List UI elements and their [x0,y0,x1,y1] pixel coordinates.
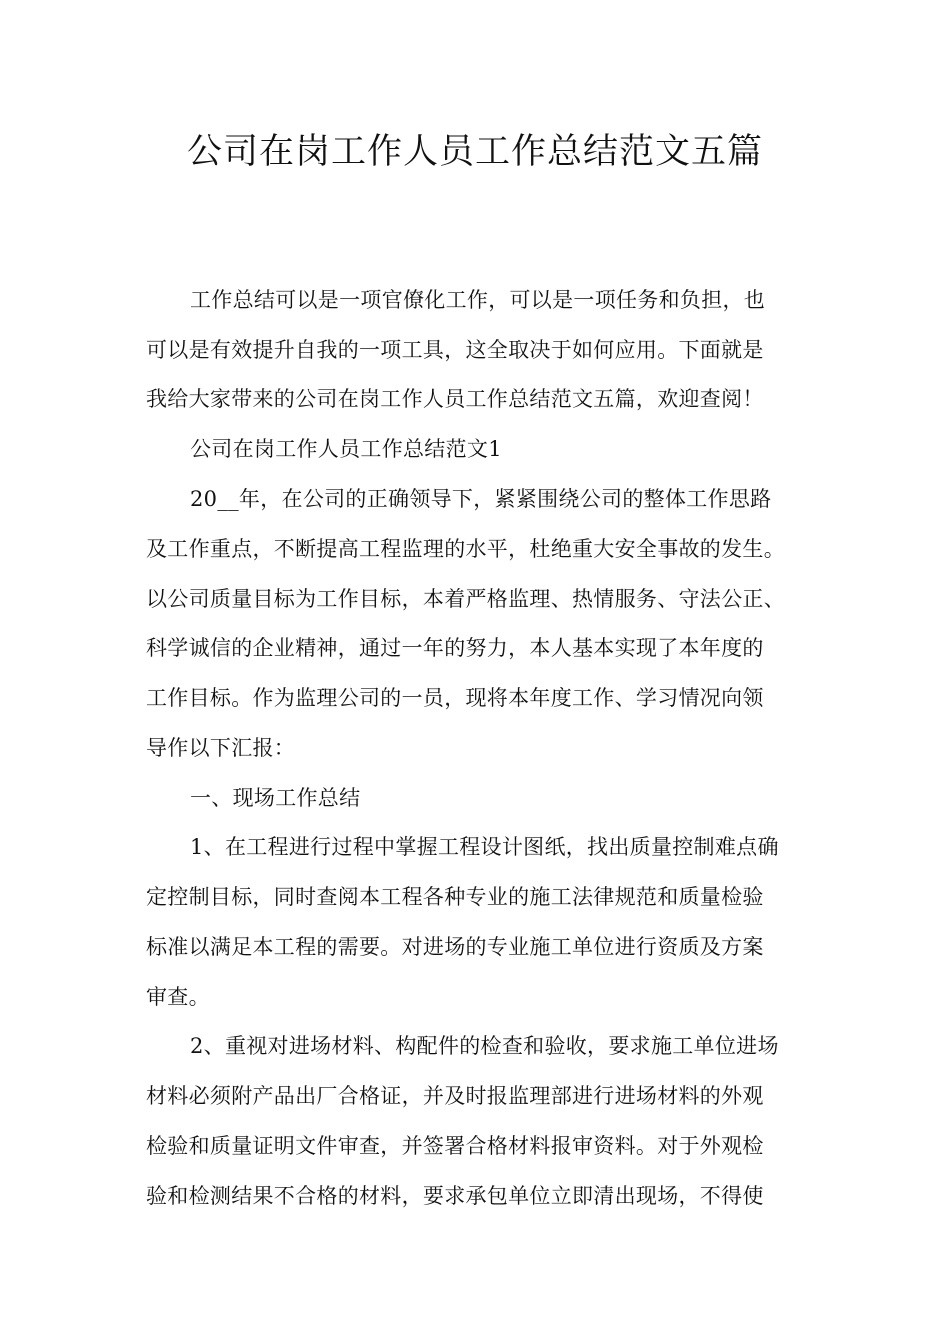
body-line: 20__年，在公司的正确领导下，紧紧围绕公司的整体工作思路 [190,487,772,511]
body-line: 科学诚信的企业精神，通过一年的努力，本人基本实现了本年度的 [146,636,764,660]
section-heading: 公司在岗工作人员工作总结范文1 [190,437,502,461]
body-line: 材料必须附产品出厂合格证，并及时报监理部进行进场材料的外观 [146,1084,764,1108]
body-line: 以公司质量目标为工作目标，本着严格监理、热情服务、守法公正、 [146,587,785,611]
body-line: 工作总结可以是一项官僚化工作，可以是一项任务和负担，也 [190,288,766,312]
body-line: 导作以下汇报： [146,736,296,760]
body-line: 我给大家带来的公司在岗工作人员工作总结范文五篇，欢迎查阅！ [146,387,764,411]
section-heading: 一、现场工作总结 [190,786,361,810]
body-line: 工作目标。作为监理公司的一员，现将本年度工作、学习情况向领 [146,686,764,710]
body-line: 2、重视对进场材料、构配件的检查和验收，要求施工单位进场 [190,1034,779,1058]
body-line: 及工作重点，不断提高工程监理的水平，杜绝重大安全事故的发生。 [146,537,785,561]
body-line: 验和检测结果不合格的材料，要求承包单位立即清出现场，不得使 [146,1184,764,1208]
document-title: 公司在岗工作人员工作总结范文五篇 [186,132,763,172]
body-line: 检验和质量证明文件审查，并签署合格材料报审资料。对于外观检 [146,1134,764,1158]
body-line: 可以是有效提升自我的一项工具，这全取决于如何应用。下面就是 [146,338,764,362]
body-line: 标准以满足本工程的需要。对进场的专业施工单位进行资质及方案 [146,935,764,959]
body-line: 审查。 [146,985,210,1009]
body-line: 定控制目标，同时查阅本工程各种专业的施工法律规范和质量检验 [146,885,764,909]
body-line: 1、在工程进行过程中掌握工程设计图纸，找出质量控制难点确 [190,835,779,859]
